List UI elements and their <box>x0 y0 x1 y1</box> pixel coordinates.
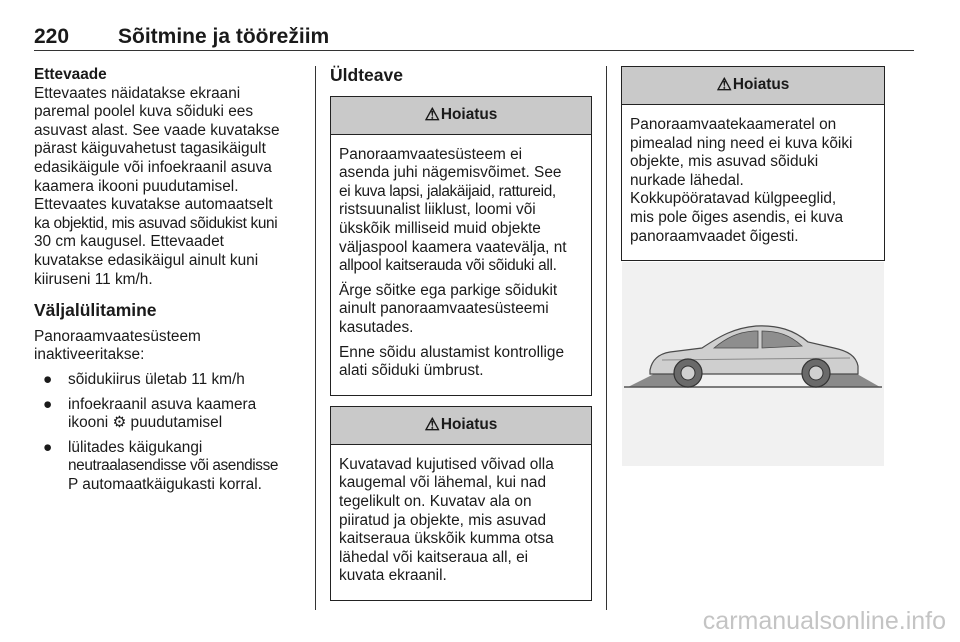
text-line: pärast käiguvahetust tagasikäigult <box>34 140 266 158</box>
intro-paragraph <box>34 328 304 365</box>
warning-header <box>331 407 591 445</box>
column-divider-2 <box>606 66 607 610</box>
text-line: ei kuva lapsi, jalakäijaid, rattureid, <box>339 182 556 200</box>
text-line: edasikäigule või infoekraanil asuva <box>34 158 272 176</box>
chapter-title: Sõitmine ja töörežiim <box>118 25 330 48</box>
warning-paragraph <box>339 456 583 586</box>
text-line: alati sõiduki ümbrust. <box>339 362 484 380</box>
warning-body <box>622 105 884 260</box>
ettevaade-paragraph <box>34 85 304 290</box>
text-line: pimealad ning need ei kuva kõiki <box>630 134 853 152</box>
text-line: piiratud ja objekte, mis asuvad <box>339 511 547 529</box>
text-line: mis pole õiges asendis, ei kuva <box>630 208 844 226</box>
text-line: kiiruseni 11 km/h. <box>34 270 153 288</box>
warning-paragraph <box>339 282 583 338</box>
front-wheel-hub <box>809 366 823 380</box>
text-line: inaktiveeritakse: <box>34 346 145 364</box>
text-line: ainult panoraamvaatesüsteemi <box>339 300 549 318</box>
text-line: kaitseraua ükskõik kumma otsa <box>339 530 554 548</box>
section-title-uldteave: Üldteave <box>330 65 403 85</box>
text-line: nurkade lähedal. <box>630 171 744 189</box>
column-1 <box>34 66 304 500</box>
bullet-list <box>34 371 304 495</box>
column-3 <box>621 66 885 271</box>
text-line: allpool kaitserauda või sõiduki all. <box>339 257 557 275</box>
text-line: P automaatkäigukasti korral. <box>68 475 262 493</box>
warning-triangle-icon: ⚠ <box>716 75 732 95</box>
text-line: ka objektid, mis asuvad sõidukist kuni <box>34 214 278 232</box>
warning-triangle-icon: ⚠ <box>424 104 440 124</box>
warning-box-3 <box>621 66 885 261</box>
text-line: Kokkupööratavad külgpeeglid, <box>630 190 837 208</box>
text-line: Ettevaates kuvatakse automaatselt <box>34 196 273 214</box>
text-line: kuvatakse edasikäigul ainult kuni <box>34 251 259 269</box>
text-line: kasutades. <box>339 318 414 336</box>
text-line: ristsuunalist liiklust, loomi või <box>339 201 536 219</box>
text-line: Ärge sõitke ega parkige sõidukit <box>339 281 558 299</box>
text-line: panoraamvaadet õigesti. <box>630 227 799 245</box>
text-line: paremal poolel kuva sõiduki ees <box>34 103 254 121</box>
warning-box-2 <box>330 406 592 601</box>
car-side-view-icon <box>622 262 884 466</box>
text-line: Panoraamvaatekaameratel on <box>630 116 837 133</box>
text-line: kaugemal või lähemal, kui nad <box>339 474 547 492</box>
text-line: Panoraamvaatesüsteem <box>34 327 201 345</box>
text-line: lähedal või kaitseraua all, ei <box>339 548 529 566</box>
header-rule <box>34 50 914 51</box>
text-line: neutraalasendisse või asendisse <box>68 457 279 475</box>
list-item <box>34 396 304 433</box>
text-line: 30 cm kaugusel. Ettevaadet <box>34 233 224 251</box>
text-line: Enne sõidu alustamist kontrollige <box>339 343 564 361</box>
warning-body <box>331 135 591 395</box>
text-line: Kuvatavad kujutised võivad olla <box>339 455 554 473</box>
list-item <box>34 371 304 390</box>
page-header <box>34 22 914 50</box>
warning-title: Hoiatus <box>440 415 498 433</box>
car-camera-illustration <box>622 262 884 466</box>
text-line: lülitades käigukangi <box>68 438 203 456</box>
warning-title: Hoiatus <box>440 105 498 123</box>
warning-box-1 <box>330 96 592 396</box>
text-line: Ettevaates näidatakse ekraani <box>34 84 241 102</box>
text-line: sõidukiirus ületab 11 km/h <box>68 370 245 388</box>
sub-heading-ettevaade: Ettevaade <box>34 66 107 83</box>
text-line: ikooni ⚙ puudutamisel <box>68 414 223 432</box>
column-divider-1 <box>315 66 316 610</box>
warning-header <box>622 67 884 105</box>
warning-paragraph <box>630 116 876 246</box>
section-title-valjalulitamine: Väljalülitamine <box>34 300 157 321</box>
text-line: tegelikult on. Kuvatav ala on <box>339 492 532 510</box>
bullet-dot: ● <box>43 370 53 388</box>
text-line: Panoraamvaatesüsteem ei <box>339 145 523 163</box>
bullet-dot: ● <box>43 395 53 413</box>
text-line: asenda juhi nägemisvõimet. See <box>339 164 562 182</box>
text-line: kuvata ekraanil. <box>339 567 447 585</box>
text-line: kaamera ikooni puudutamisel. <box>34 177 239 195</box>
text-line: objekte, mis asuvad sõiduki <box>630 153 819 171</box>
text-line: infoekraanil asuva kaamera <box>68 395 257 413</box>
warning-paragraph <box>339 146 583 276</box>
warning-triangle-icon: ⚠ <box>424 414 440 434</box>
column-2 <box>330 66 592 611</box>
text-line: ükskõik milliseid muid objekte <box>339 219 541 237</box>
warning-title: Hoiatus <box>732 76 790 94</box>
rear-wheel-hub <box>681 366 695 380</box>
page-number: 220 <box>34 25 70 48</box>
list-item <box>34 439 304 495</box>
warning-paragraph <box>339 344 583 381</box>
warning-header <box>331 97 591 135</box>
warning-body <box>331 445 591 600</box>
text-line: asuvast alast. See vaade kuvatakse <box>34 121 280 139</box>
watermark: carmanualsonline.info <box>702 607 946 635</box>
text-line: väljaspool kaamera vaatevälja, nt <box>339 238 567 256</box>
bullet-dot: ● <box>43 438 53 456</box>
